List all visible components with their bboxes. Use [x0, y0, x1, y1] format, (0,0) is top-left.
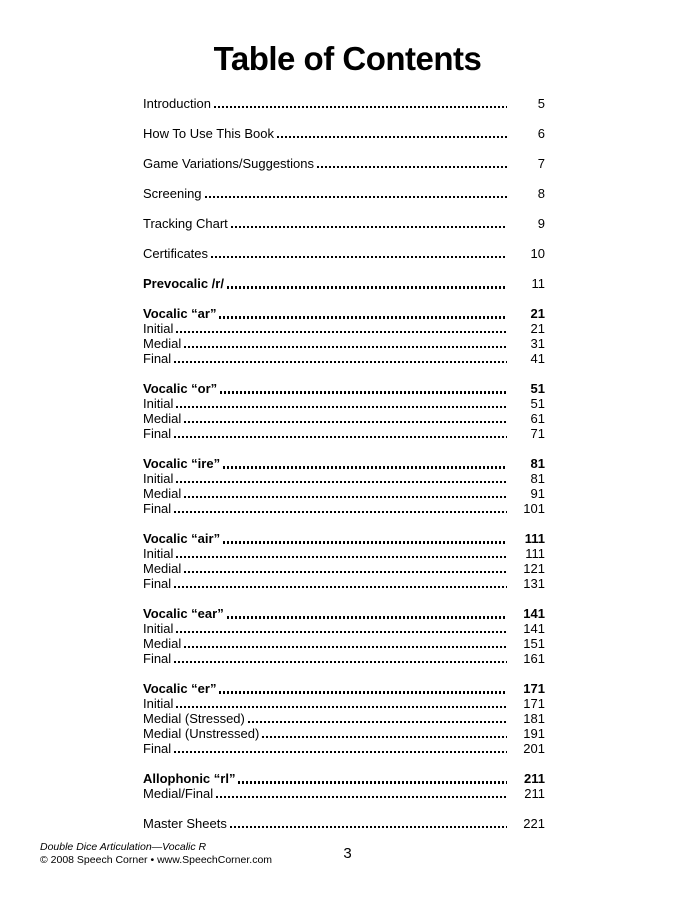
leader-dots: [184, 346, 507, 348]
leader-dots: [214, 106, 507, 108]
toc-entry-label: Final: [143, 501, 172, 516]
leader-dots: [176, 331, 507, 333]
toc-entry-page: 81: [530, 471, 545, 486]
toc-row: [143, 681, 545, 696]
toc-entry-page: 201: [523, 741, 545, 756]
leader-dots: [227, 286, 507, 289]
toc-entry-label: Initial: [143, 396, 174, 411]
toc-entry-label: Medial: [143, 411, 182, 426]
toc-list: [143, 96, 545, 831]
toc-row: [143, 711, 545, 726]
leader-dots: [219, 691, 507, 694]
toc-entry-label: Introduction: [143, 96, 211, 111]
toc-entry-label: Allophonic “rl”: [143, 771, 236, 786]
leader-dots: [220, 391, 507, 394]
toc-entry-label: Tracking Chart: [143, 216, 228, 231]
toc-row: [143, 186, 545, 201]
leader-dots: [174, 436, 507, 438]
toc-entry-page: 51: [530, 396, 545, 411]
toc-row: [143, 96, 545, 111]
toc-row: [143, 426, 545, 441]
toc-entry-page: 111: [524, 531, 545, 546]
toc-entry-page: 111: [525, 546, 545, 561]
leader-dots: [211, 256, 507, 258]
toc-entry-label: Final: [143, 426, 172, 441]
leader-dots: [231, 226, 507, 228]
toc-entry-label: Vocalic “er”: [143, 681, 217, 696]
leader-dots: [174, 661, 507, 663]
footer-book-title: Double Dice Articulation—Vocalic R: [40, 841, 207, 853]
toc-entry-page: 61: [530, 411, 545, 426]
toc-row: [143, 816, 545, 831]
leader-dots: [184, 646, 507, 648]
leader-dots: [184, 421, 507, 423]
toc-row: [143, 621, 545, 636]
toc-entry-label: Initial: [143, 321, 174, 336]
toc-entry-label: Vocalic “ear”: [143, 606, 224, 621]
toc-entry-page: 131: [523, 576, 545, 591]
toc-row: [143, 501, 545, 516]
toc-entry-page: 151: [523, 636, 545, 651]
toc-entry-label: Certificates: [143, 246, 209, 261]
toc-entry-page: 171: [523, 681, 545, 696]
toc-row: [143, 696, 545, 711]
toc-entry-page: 5: [537, 96, 545, 111]
toc-row: [143, 471, 545, 486]
toc-entry-page: 51: [530, 381, 545, 396]
toc-row: [143, 786, 545, 801]
toc-entry-label: Vocalic “air”: [143, 531, 221, 546]
toc-row: [143, 546, 545, 561]
toc-entry-page: 91: [530, 486, 545, 501]
leader-dots: [184, 496, 507, 498]
toc-entry-page: 211: [524, 771, 545, 786]
toc-entry-page: 6: [537, 126, 545, 141]
toc-row: [143, 606, 545, 621]
toc-entry-page: 211: [524, 786, 545, 801]
toc-entry-page: 21: [530, 306, 545, 321]
leader-dots: [262, 736, 507, 738]
toc-entry-page: 31: [530, 336, 545, 351]
toc-entry-page: 221: [523, 816, 545, 831]
toc-entry-label: Master Sheets: [143, 816, 227, 831]
toc-entry-page: 8: [537, 186, 545, 201]
toc-row: [143, 741, 545, 756]
toc-entry-label: How To Use This Book: [143, 126, 275, 141]
toc-entry-page: 11: [531, 276, 545, 291]
toc-entry-label: Initial: [143, 471, 174, 486]
toc-entry-page: 9: [537, 216, 545, 231]
leader-dots: [230, 826, 507, 828]
toc-entry-page: 161: [523, 651, 545, 666]
toc-entry-page: 121: [523, 561, 545, 576]
toc-entry-label: Final: [143, 651, 172, 666]
folio-page-number: 3: [343, 845, 352, 862]
toc-row: [143, 396, 545, 411]
toc-row: [143, 246, 545, 261]
toc-row: [143, 651, 545, 666]
toc-row: [143, 351, 545, 366]
leader-dots: [205, 196, 507, 198]
toc-row: [143, 336, 545, 351]
toc-entry-label: Initial: [143, 546, 174, 561]
toc-entry-label: Initial: [143, 621, 174, 636]
toc-entry-label: Initial: [143, 696, 174, 711]
leader-dots: [223, 466, 507, 469]
leader-dots: [174, 751, 507, 753]
leader-dots: [176, 556, 507, 558]
toc-entry-page: 101: [523, 501, 545, 516]
toc-entry-page: 71: [530, 426, 545, 441]
leader-dots: [174, 511, 507, 513]
toc-entry-page: 141: [523, 621, 545, 636]
toc-entry-label: Medial: [143, 486, 182, 501]
toc-entry-label: Medial (Unstressed): [143, 726, 260, 741]
toc-row: [143, 531, 545, 546]
leader-dots: [216, 796, 507, 798]
toc-row: [143, 156, 545, 171]
leader-dots: [248, 721, 507, 723]
footer-copyright: © 2008 Speech Corner • www.SpeechCorner.com: [40, 853, 273, 866]
toc-entry-page: 141: [523, 606, 545, 621]
toc-row: [143, 486, 545, 501]
toc-entry-label: Medial: [143, 561, 182, 576]
toc-entry-page: 10: [530, 246, 545, 261]
leader-dots: [176, 631, 507, 633]
toc-row: [143, 411, 545, 426]
leader-dots: [174, 361, 507, 363]
toc-row: [143, 576, 545, 591]
toc-entry-label: Final: [143, 741, 172, 756]
toc-entry-label: Medial: [143, 636, 182, 651]
toc-entry-label: Game Variations/Suggestions: [143, 156, 315, 171]
leader-dots: [176, 406, 507, 408]
leader-dots: [176, 481, 507, 483]
leader-dots: [317, 166, 507, 168]
toc-entry-page: 191: [523, 726, 545, 741]
toc-row: [143, 456, 545, 471]
toc-entry-label: Final: [143, 576, 172, 591]
toc-row: [143, 321, 545, 336]
leader-dots: [219, 316, 507, 319]
leader-dots: [174, 586, 507, 588]
toc-row: [143, 216, 545, 231]
toc-row: [143, 771, 545, 786]
page-title: Table of Contents: [213, 40, 482, 77]
toc-entry-page: 21: [530, 321, 545, 336]
toc-entry-label: Vocalic “ar”: [143, 306, 217, 321]
leader-dots: [277, 136, 507, 138]
toc-entry-page: 171: [523, 696, 545, 711]
leader-dots: [176, 706, 507, 708]
toc-entry-label: Screening: [143, 186, 202, 201]
toc-entry-label: Vocalic “or”: [143, 381, 218, 396]
toc-row: [143, 381, 545, 396]
toc-entry-label: Vocalic “ire”: [143, 456, 221, 471]
toc-entry-page: 41: [530, 351, 545, 366]
toc-entry-label: Medial: [143, 336, 182, 351]
toc-entry-label: Medial (Stressed): [143, 711, 245, 726]
toc-entry-label: Medial/Final: [143, 786, 214, 801]
leader-dots: [227, 616, 507, 619]
toc-row: [143, 726, 545, 741]
toc-entry-label: Final: [143, 351, 172, 366]
toc-entry-label: Prevocalic /r/: [143, 276, 224, 291]
toc-row: [143, 306, 545, 321]
toc-row: [143, 561, 545, 576]
toc-entry-page: 181: [523, 711, 545, 726]
leader-dots: [184, 571, 507, 573]
leader-dots: [238, 781, 507, 784]
toc-row: [143, 636, 545, 651]
leader-dots: [223, 541, 507, 544]
toc-row: [143, 126, 545, 141]
toc-entry-page: 7: [537, 156, 545, 171]
toc-row: [143, 276, 545, 291]
toc-entry-page: 81: [530, 456, 545, 471]
